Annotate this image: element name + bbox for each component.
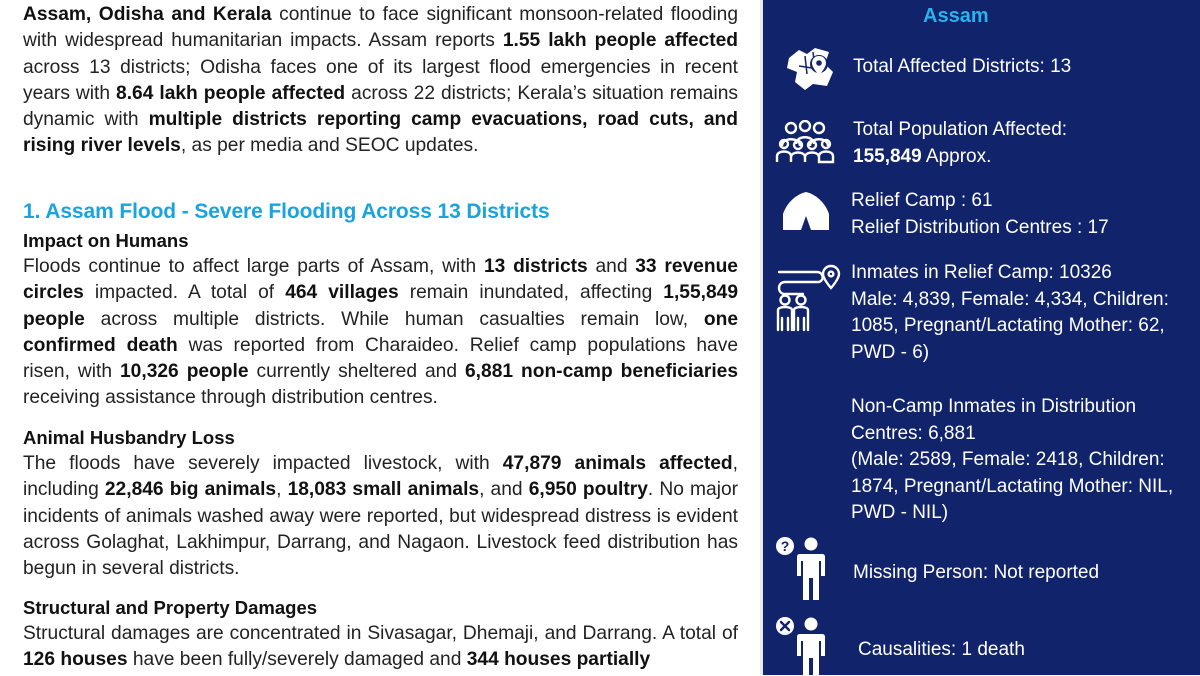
animal-loss-heading: Animal Husbandry Loss [23, 427, 235, 448]
emphasis-text: 1.55 lakh people affected [502, 30, 738, 52]
body-text: have been fully/severely damaged and [127, 649, 467, 671]
inmates-stat [851, 260, 1169, 366]
noncamp-line: Centres: 6,881 [851, 422, 976, 444]
emphasis-text: Assam, Odisha and Kerala [23, 4, 272, 25]
map-pin-icon [785, 44, 837, 92]
body-text: , and [479, 479, 529, 501]
tent-icon [781, 190, 831, 232]
emphasis-text: 8.64 lakh people affected [116, 82, 346, 104]
population-value: 155,849 [853, 145, 922, 167]
inmates-line: Inmates in Relief Camp: 10326 [851, 262, 1112, 283]
noncamp-line: 1874, Pregnant/Lactating Mother: NIL, [851, 475, 1174, 497]
emphasis-text: 6,881 non-camp beneficiaries [465, 361, 738, 383]
svg-text:?: ? [780, 538, 790, 554]
impact-humans-paragraph [23, 254, 738, 412]
emphasis-text: 47,879 animals affected [502, 453, 733, 474]
casualties-stat: Causalities: 1 death [858, 639, 1025, 660]
structural-heading: Structural and Property Damages [23, 597, 318, 618]
inmates-line: Male: 4,839, Female: 4,334, Children: [851, 288, 1169, 310]
inmates-line: 1085, Pregnant/Lactating Mother: 62, [851, 315, 1165, 337]
emphasis-text: one confirmed death [23, 308, 738, 356]
body-text: across 22 districts; Kerala’s situation remains dynamic with [23, 82, 739, 131]
body-text: Floods continue to affect large parts of Assam, with [23, 256, 484, 277]
districts-stat: Total Affected Districts: 13 [853, 56, 1072, 77]
relief-centres-count: Relief Distribution Centres : 17 [851, 216, 1109, 238]
body-text: remain inundated, affecting [398, 282, 664, 304]
animal-loss-paragraph [23, 451, 738, 582]
emphasis-text: 464 villages [285, 282, 399, 304]
population-stat [853, 117, 1067, 170]
emphasis-text: 6,950 poultry [528, 479, 648, 501]
panel-title: Assam [923, 5, 989, 27]
body-text: receiving assistance through distribution centres. [23, 387, 438, 409]
emphasis-text: multiple districts reporting camp evacuations, road cuts, and rising river levels [23, 109, 738, 157]
missing-person-icon [775, 534, 835, 602]
body-text: currently sheltered and [248, 361, 466, 383]
body-text: Structural damages are concentrated in Sivasagar, Dhemaji, and Darrang. A total of [23, 623, 738, 644]
inmates-line: PWD - 6) [851, 341, 930, 363]
emphasis-text: 126 houses [23, 649, 128, 671]
intro-paragraph [23, 2, 738, 160]
emphasis-text: 22,846 big animals [104, 479, 277, 501]
emphasis-text: 13 districts [483, 256, 588, 277]
noncamp-line: Non-Camp Inmates in Distribution [851, 396, 1137, 417]
body-text: impacted. A total of [83, 282, 286, 304]
body-text: , including [23, 453, 738, 501]
body-text: continue to face significant monsoon-related flooding with widespread humanitarian impacts. Assam reports [23, 4, 738, 52]
assam-summary-panel [763, 0, 1200, 675]
crowd-icon [775, 120, 835, 164]
structural-paragraph [23, 621, 738, 674]
population-label: Total Population Affected: [853, 119, 1068, 140]
body-text: was reported from Charaideo. Relief camp populations have risen, with [23, 334, 738, 383]
noncamp-stat [851, 394, 1173, 527]
body-text: across multiple districts. While human casualties remain low, [84, 308, 704, 330]
emphasis-text: 344 houses partially [466, 649, 651, 671]
body-text: and [587, 256, 636, 277]
body-text: . No major incidents of animals washed away were reported, but widespread distress is evident across Golaghat, Lakhimpur, Darrang, and Nagaon. Livestock feed distribution has begun in several districts. [23, 479, 739, 580]
noncamp-line: (Male: 2589, Female: 2418, Children: [851, 449, 1165, 471]
section-title: 1. Assam Flood - Severe Flooding Across 13 Districts [23, 200, 550, 223]
body-text: The floods have severely impacted livestock, with [23, 453, 503, 474]
population-suffix: Approx. [921, 145, 992, 167]
body-text: , as per media and SEOC updates. [180, 135, 479, 157]
relief-camp-count: Relief Camp : 61 [851, 190, 993, 211]
noncamp-line: PWD - NIL) [851, 502, 949, 524]
relief-camp-stat [851, 188, 1109, 241]
population-value-line [853, 144, 1067, 171]
impact-humans-heading: Impact on Humans [23, 230, 189, 251]
emphasis-text: 1,55,849 people [23, 282, 738, 330]
missing-person-stat: Missing Person: Not reported [853, 562, 1100, 583]
body-text: , [276, 479, 288, 501]
emphasis-text: 33 revenue circles [23, 256, 738, 304]
emphasis-text: 10,326 people [120, 361, 249, 383]
family-location-icon [773, 262, 843, 334]
emphasis-text: 18,083 small animals [287, 479, 480, 501]
body-text: across 13 districts; Odisha faces one of its largest flood emergencies in recent years with [23, 56, 738, 104]
casualty-person-icon [775, 614, 835, 676]
